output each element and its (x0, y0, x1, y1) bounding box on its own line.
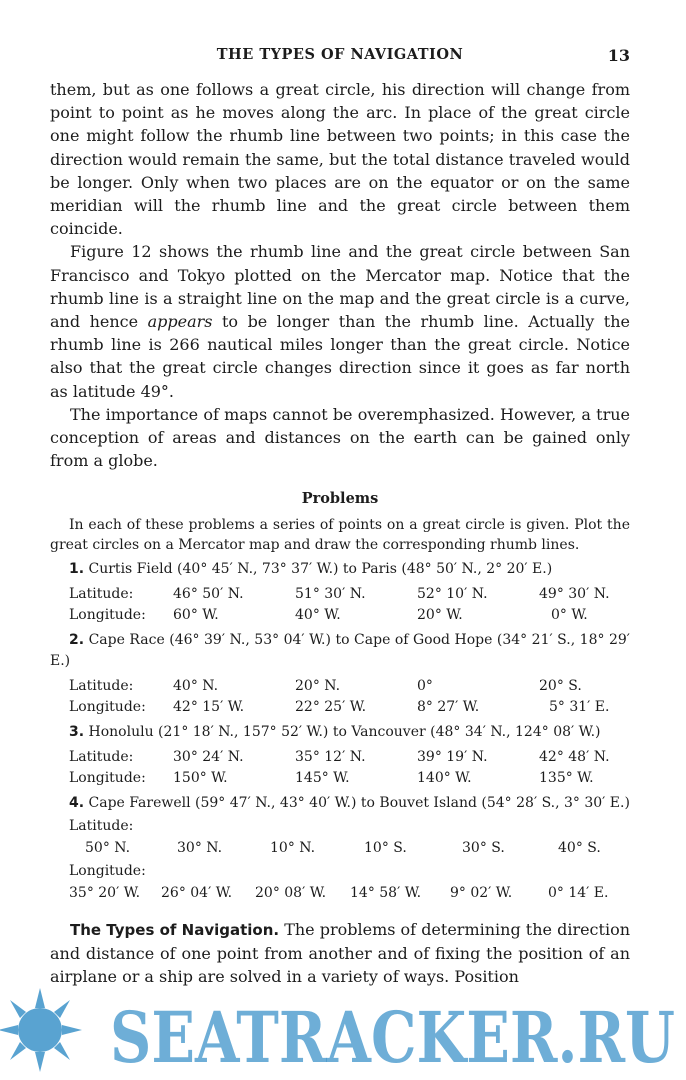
problem-4 (50, 793, 630, 904)
longitude-value: 20° W. (417, 607, 463, 624)
problem-number: 2. (69, 632, 85, 649)
longitude-value: 135° W. (539, 770, 594, 787)
longitude-value: 150° W. (173, 770, 228, 787)
problem-1 (50, 559, 630, 626)
longitude-value: 140° W. (417, 770, 472, 787)
latitude-label: Latitude: (69, 586, 134, 603)
problem-text: Curtis Field (40° 45′ N., 73° 37′ W.) to Paris (48° 50′ N., 2° 20′ E.) (88, 561, 553, 578)
problem-text: Honolulu (21° 18′ N., 157° 52′ W.) to Vancouver (48° 34′ N., 124° 08′ W.) (88, 724, 601, 741)
latitude-row (85, 837, 630, 859)
longitude-value: 9° 02′ W. (450, 885, 513, 902)
coordinates-table (69, 747, 630, 789)
section-heading: The Types of Navigation. (70, 921, 280, 940)
problem-number: 1. (69, 561, 85, 578)
page-number: 13 (607, 46, 630, 65)
longitude-value: 26° 04′ W. (161, 885, 233, 902)
longitude-value: 20° 08′ W. (255, 885, 327, 902)
section-paragraph (50, 918, 630, 988)
problem-text: Cape Race (46° 39′ N., 53° 04′ W.) to Cape of Good Hope (34° 21′ S., 18° 29′ E.) (50, 632, 630, 670)
longitude-label: Longitude: (69, 607, 146, 624)
longitude-label: Longitude: (69, 863, 146, 880)
longitude-value: 60° W. (173, 607, 219, 624)
coordinates-table (69, 676, 630, 718)
problem-2 (50, 630, 630, 718)
latitude-value: 40° N. (173, 678, 219, 695)
longitude-value: 5° 31′ E. (549, 699, 610, 716)
paragraph-2-before: Figure 12 shows the rhumb line and the great circle between San Francisco and Tokyo plotted on the Mercator map. Notice that the rhumb line is a straight line on the map and the great circle is a curve, and hence (50, 242, 630, 332)
latitude-value: 30° S. (462, 840, 505, 857)
latitude-value: 20° S. (539, 678, 582, 695)
longitude-value: 14° 58′ W. (350, 885, 422, 902)
problems-heading: Problems (301, 490, 379, 508)
latitude-value: 42° 48′ N. (539, 749, 610, 766)
latitude-label: Latitude: (69, 678, 134, 695)
longitude-value: 8° 27′ W. (417, 699, 480, 716)
emphasis-appears: appears (147, 312, 213, 332)
watermark-text: SEATRACKER.RU (110, 996, 675, 1079)
latitude-label: Latitude: (69, 818, 134, 835)
coordinates-table (69, 584, 630, 626)
latitude-label: Latitude: (69, 749, 134, 766)
problem-text: Cape Farewell (59° 47′ N., 43° 40′ W.) to Bouvet Island (54° 28′ S., 3° 30′ E.) (88, 795, 630, 812)
problem-number: 4. (69, 795, 85, 812)
latitude-value: 46° 50′ N. (173, 586, 244, 603)
section-text: The problems of determining the direction and distance of one point from another and of fixing the position of an airplane or a ship are solved in a variety of ways. Position (50, 920, 630, 987)
latitude-value: 10° S. (364, 840, 407, 857)
paragraph-1: them, but as one follows a great circle, his direction will change from point to point as he moves along the arc. In place of the great circle one might follow the rhumb line between two points; in this case the direction would remain the same, but the total distance traveled would be longer. Only when two places are on the equator or on the same meridian will the rhumb line and the great circle between them coincide. (50, 80, 630, 239)
problem-title (50, 793, 630, 814)
book-page (50, 46, 630, 1004)
latitude-value: 39° 19′ N. (417, 749, 488, 766)
longitude-value: 0° W. (551, 607, 588, 624)
paragraph-2-after: to be longer than the rhumb line. Actually the rhumb line is 266 nautical miles longer than the great circle. Notice also that the great circle changes direction since it goes as far north as latitude 49°. (50, 312, 631, 401)
problem-number: 3. (69, 724, 85, 741)
latitude-value: 30° N. (177, 840, 223, 857)
longitude-value: 40° W. (295, 607, 341, 624)
problem-title (50, 630, 630, 672)
longitude-value: 22° 25′ W. (295, 699, 367, 716)
longitude-value: 145° W. (295, 770, 350, 787)
latitude-value: 20° N. (295, 678, 341, 695)
problem-3 (50, 722, 630, 789)
longitude-row (69, 882, 630, 904)
longitude-value: 0° 14′ E. (548, 885, 609, 902)
running-title: THE TYPES OF NAVIGATION (216, 46, 464, 63)
latitude-value: 40° S. (558, 840, 601, 857)
longitude-value: 42° 15′ W. (173, 699, 245, 716)
latitude-value: 52° 10′ N. (417, 586, 488, 603)
latitude-value: 50° N. (85, 840, 131, 857)
latitude-value: 30° 24′ N. (173, 749, 244, 766)
latitude-value: 0° (417, 678, 433, 695)
problem-title (50, 559, 630, 580)
problems-intro: In each of these problems a series of points on a great circle is given. Plot the great circles on a Mercator map and draw the corresponding rhumb lines. (50, 517, 630, 554)
longitude-label: Longitude: (69, 770, 146, 787)
longitude-value: 35° 20′ W. (69, 885, 141, 902)
latitude-value: 10° N. (270, 840, 316, 857)
latitude-value: 35° 12′ N. (295, 749, 366, 766)
latitude-value: 49° 30′ N. (539, 586, 610, 603)
paragraph-2 (50, 240, 630, 402)
page-header (50, 46, 630, 70)
problem-title (50, 722, 630, 743)
paragraph-3: The importance of maps cannot be overemphasized. However, a true conception of areas and distances on the earth can be gained only from a globe. (50, 404, 630, 471)
longitude-label: Longitude: (69, 699, 146, 716)
latitude-value: 51° 30′ N. (295, 586, 366, 603)
